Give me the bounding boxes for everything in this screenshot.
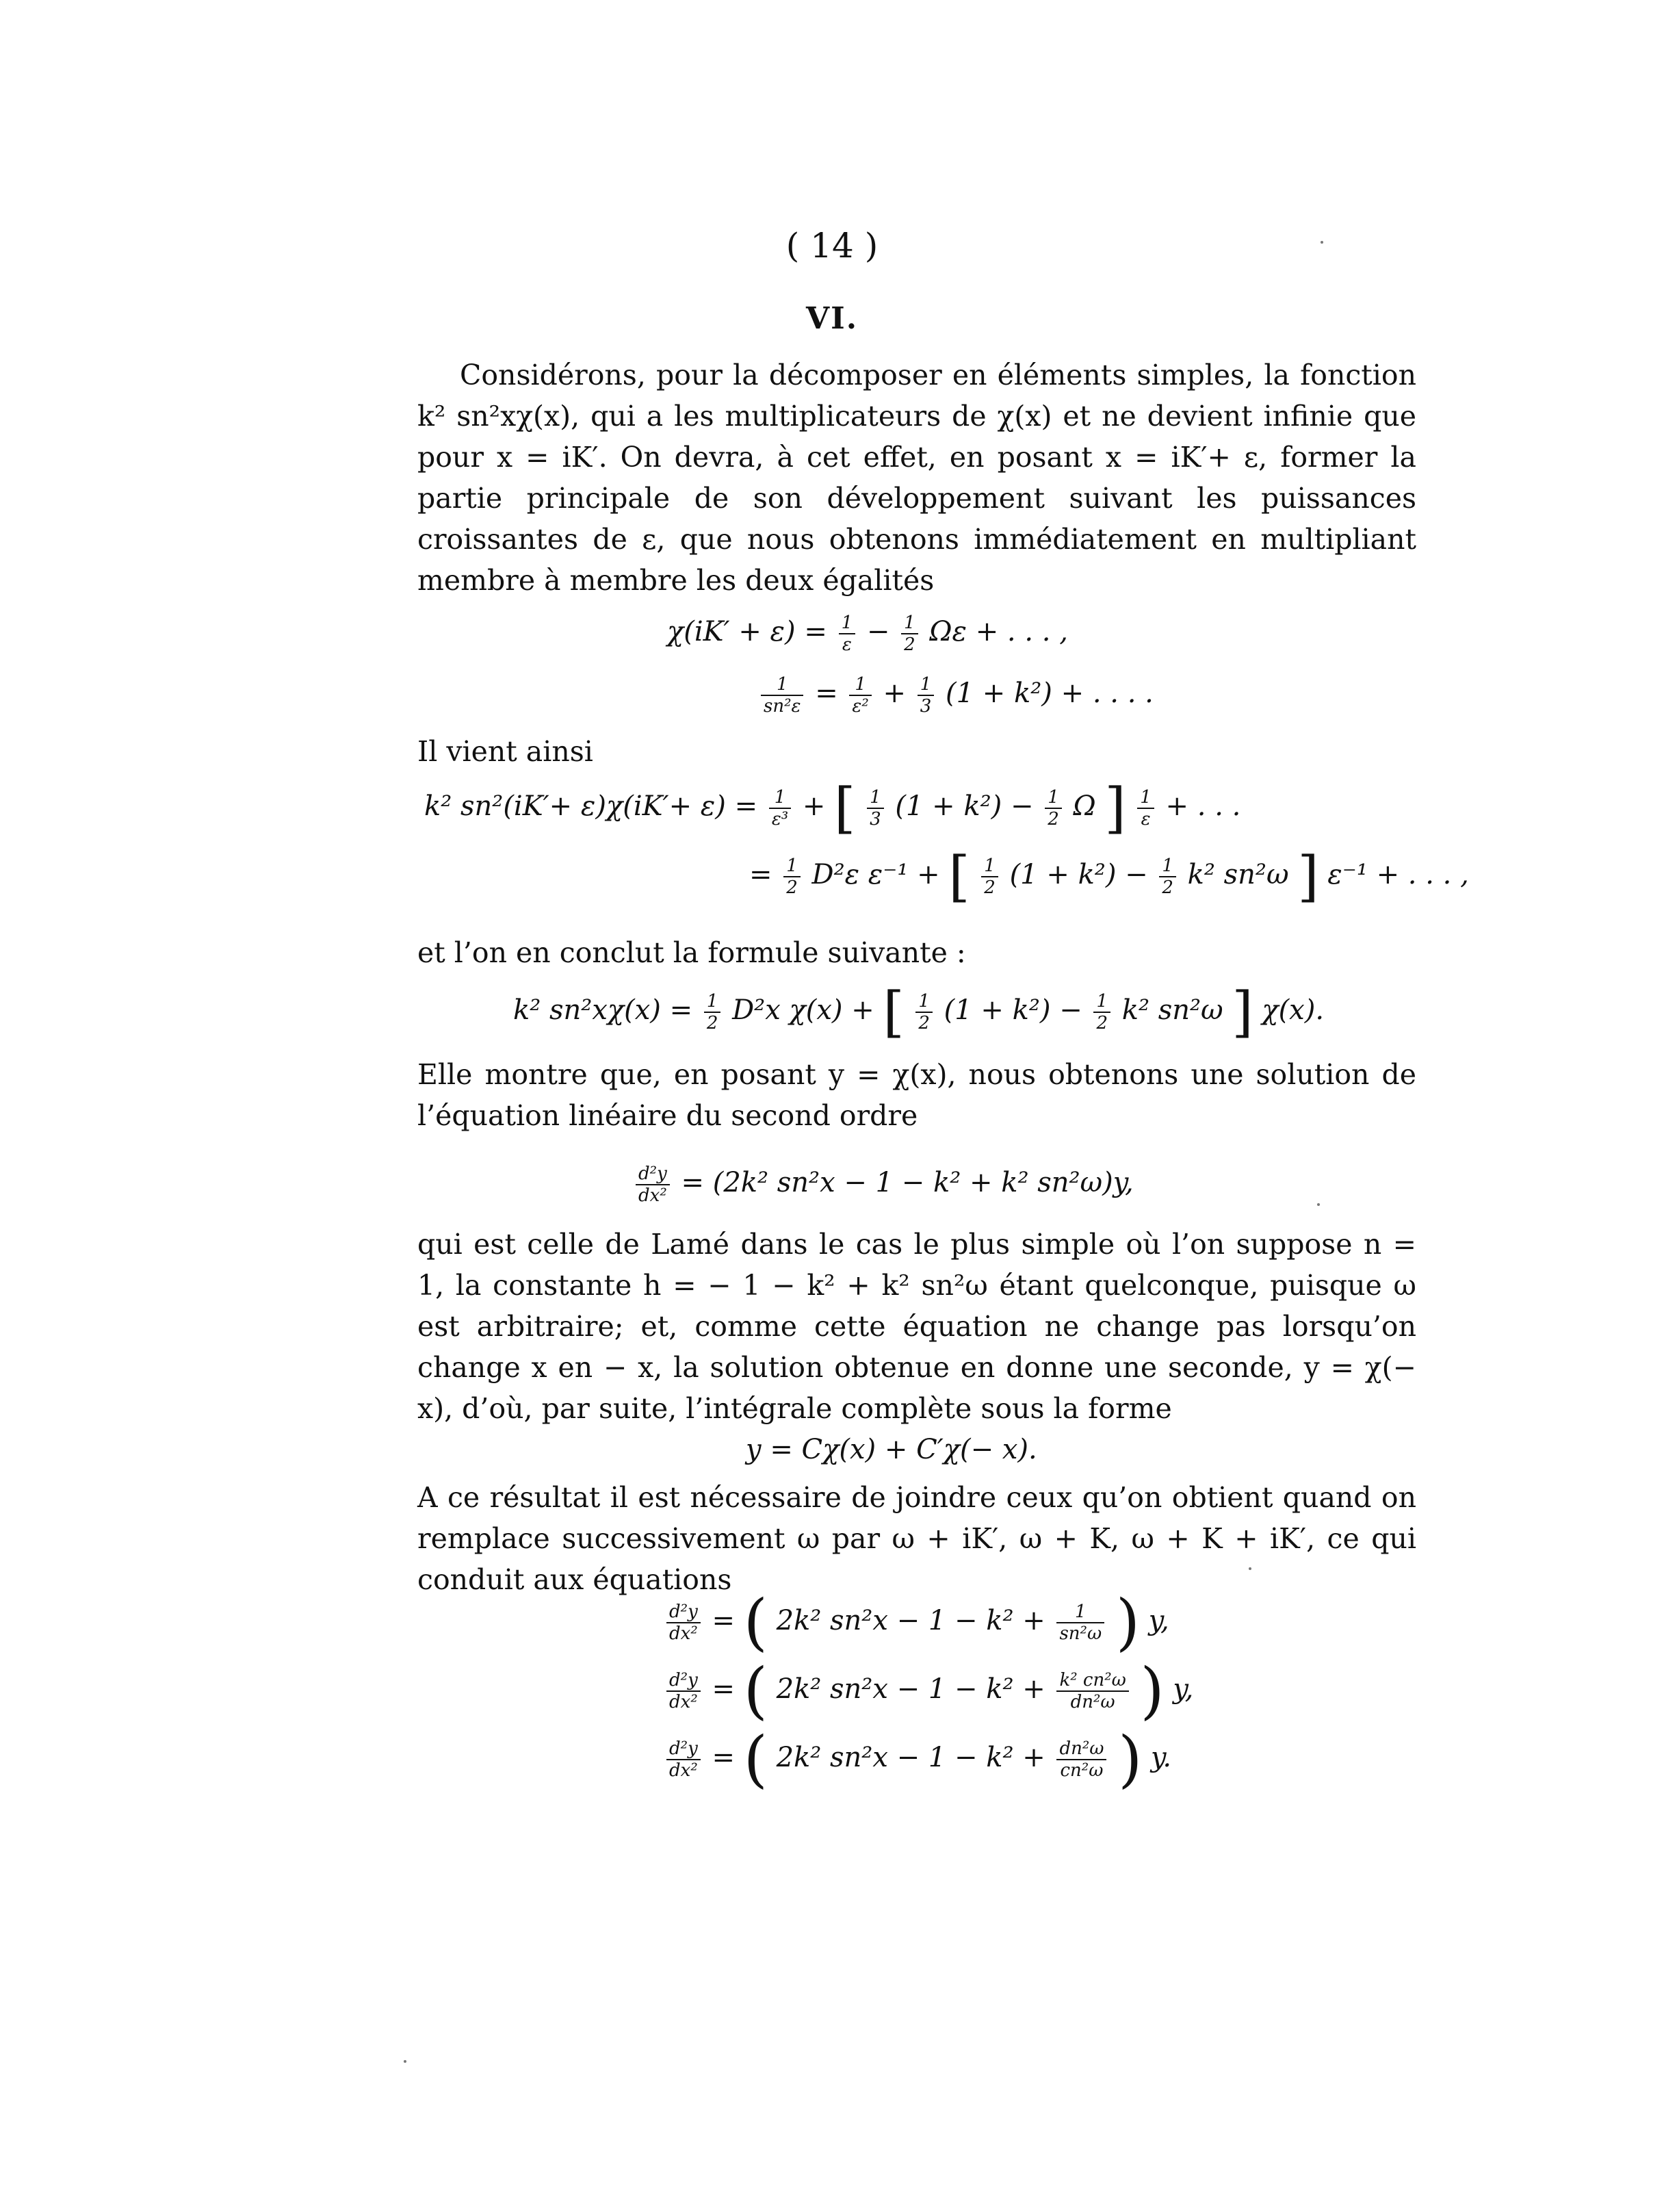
eq6-frac-lhs: $\frac{\text{d²y}}{\text{dx²}}$ (636, 1163, 670, 1206)
paragraph-intro: Considérons, pour la décomposer en éléments simples, la fonction k² sn²xχ(x), qui a les multiplicateurs de χ(x) et ne devient infinie que pour x = iK′. On devra, à cet effet, en posant x = iK′+ ε, former la partie principale de son développement suivant les puissances croissantes de ε, que nous obtenons immédiatement en multipliant membre à membre les deux égalités (417, 359, 1416, 597)
eq5-tail: χ(x). (1262, 994, 1325, 1026)
eq1-frac-a: $\frac{1}{\varepsilon}$ (839, 613, 856, 655)
scan-speck (1317, 1203, 1320, 1206)
eq3-frac-a: $\frac{1}{\text{ε³}}$ (769, 787, 791, 830)
eq9-close-paren: ) (1140, 1655, 1165, 1727)
eq3-in1-rest: (1 + k²) − (895, 790, 1034, 822)
eq1-frac-b: $\frac{1}{2}$ (901, 613, 918, 655)
eq3-in2-rest: Ω (1073, 790, 1096, 822)
eq4-frac-a: $\frac{1}{2}$ (783, 856, 801, 898)
eq10-frac-lhs: $\frac{\text{d²y}}{\text{dx²}}$ (666, 1738, 701, 1781)
eq5-lhs: k² sn²xχ(x) = (513, 994, 693, 1026)
eq9-frac-rhs: $\frac{\text{k² cn²ω}}{\text{dn²ω}}$ (1056, 1670, 1128, 1712)
eq3-frac-in1: $\frac{1}{3}$ (867, 787, 884, 830)
eq5-mid: D²x χ(x) + (732, 994, 874, 1026)
section-heading: VI. (805, 301, 859, 336)
equation-integrale: y = Cχ(x) + C′χ(− x). (746, 1434, 1037, 1465)
eq4-frac-in1: $\frac{1}{2}$ (981, 856, 998, 898)
equation-chi-expansion (667, 613, 1068, 655)
eq10-equals: = (712, 1742, 735, 1773)
eq5-frac-in2: $\frac{1}{2}$ (1093, 991, 1110, 1033)
eq4-close-bracket: ] (1297, 845, 1319, 908)
eq4-equals: = (749, 859, 772, 890)
eq5-frac-in1: $\frac{1}{2}$ (915, 991, 933, 1033)
eq2-rest: (1 + k²) + . . . . (946, 678, 1154, 709)
eq9-body: 2k² sn²x − 1 − k² + (776, 1673, 1045, 1705)
eq8-frac-lhs: $\frac{\text{d²y}}{\text{dx²}}$ (666, 1602, 701, 1644)
scan-speck (1321, 241, 1323, 244)
eq3-frac-t: $\frac{1}{\varepsilon}$ (1137, 787, 1154, 830)
eq2-frac-a: $\frac{1}{\text{ε²}}$ (849, 674, 871, 717)
page-number: ( 14 ) (785, 226, 879, 266)
equation-lame (633, 1163, 1134, 1206)
eq1-minus: − (866, 616, 890, 647)
equation-system-1 (664, 1586, 1169, 1658)
eq10-frac-rhs: $\frac{\text{dn²ω}}{\text{cn²ω}}$ (1056, 1738, 1106, 1781)
eq10-close-paren: ) (1118, 1723, 1143, 1795)
eq5-open-bracket: [ (883, 980, 905, 1044)
equation-product-expansion (424, 776, 1241, 840)
eq2-frac-lhs: $\frac{1}{\text{sn²ε}}$ (761, 674, 803, 717)
equation-sn-expansion (758, 674, 1154, 717)
eq1-lhs: χ(iK′ + ε) = (667, 616, 827, 647)
eq3-tail: + . . . (1165, 790, 1241, 822)
eq1-rest: Ωε + . . . , (929, 616, 1068, 647)
scan-speck (404, 2060, 406, 2063)
eq3-open-bracket: [ (834, 776, 856, 840)
eq9-equals: = (712, 1673, 735, 1705)
paragraph-il-vient: Il vient ainsi (417, 735, 593, 768)
equation-system-2 (664, 1655, 1194, 1727)
eq4-in2-rest: k² sn²ω (1187, 859, 1289, 890)
eq8-open-paren: ( (743, 1586, 768, 1658)
eq8-equals: = (712, 1605, 735, 1636)
paragraph-conclut: et l’on en conclut la formule suivante : (417, 936, 966, 969)
eq5-in2-rest: k² sn²ω (1121, 994, 1223, 1026)
scan-speck (1249, 1567, 1251, 1570)
paragraph-lame: qui est celle de Lamé dans le cas le plus simple où l’on suppose n = 1, la constante h = − 1 − k² + k² sn²ω étant quelconque, puisque ω est arbitraire; et, comme cette équation ne change pas lorsqu’on change x en − x, la solution obtenue en donne une seconde, y = χ(− x), d’où, par suite, l’intégrale complète sous la forme (417, 1228, 1416, 1425)
eq8-body: 2k² sn²x − 1 − k² + (776, 1605, 1045, 1636)
eq4-in1-rest: (1 + k²) − (1009, 859, 1148, 890)
eq4-tail: ε⁻¹ + . . . , (1327, 859, 1469, 890)
eq3-frac-in2: $\frac{1}{2}$ (1045, 787, 1062, 830)
paragraph-elle-montre: Elle montre que, en posant y = χ(x), nous obtenons une solution de l’équation linéaire du second ordre (417, 1058, 1416, 1132)
eq8-close-paren: ) (1115, 1586, 1141, 1658)
eq9-frac-lhs: $\frac{\text{d²y}}{\text{dx²}}$ (666, 1670, 701, 1712)
eq6-rhs: = (2k² sn²x − 1 − k² + k² sn²ω)y, (681, 1167, 1134, 1198)
eq9-tail: y, (1173, 1673, 1194, 1705)
eq3-close-bracket: ] (1104, 776, 1126, 840)
equation-product-expansion-2 (749, 845, 1469, 908)
eq5-frac-a: $\frac{1}{2}$ (704, 991, 721, 1033)
equation-formula (513, 980, 1325, 1044)
eq5-in1-rest: (1 + k²) − (944, 994, 1082, 1026)
eq8-frac-rhs: $\frac{1}{\text{sn²ω}}$ (1056, 1602, 1104, 1644)
eq8-tail: y, (1148, 1605, 1169, 1636)
eq3-plus: + (802, 790, 826, 822)
eq2-equals: = (815, 678, 838, 709)
eq10-tail: y. (1151, 1742, 1172, 1773)
eq9-open-paren: ( (743, 1655, 768, 1727)
eq3-lhs: k² sn²(iK′+ ε)χ(iK′+ ε) = (424, 790, 758, 822)
eq4-frac-in2: $\frac{1}{2}$ (1159, 856, 1176, 898)
eq5-close-bracket: ] (1232, 980, 1253, 1044)
paragraph-resultat: A ce résultat il est nécessaire de joindre ceux qu’on obtient quand on remplace successivement ω par ω + iK′, ω + K, ω + K + iK′, ce qui conduit aux équations (417, 1481, 1416, 1596)
eq2-frac-b: $\frac{1}{3}$ (918, 674, 935, 717)
equation-system-3 (664, 1723, 1172, 1795)
eq2-plus: + (883, 678, 907, 709)
eq4-mid: D²ε ε⁻¹ + (811, 859, 940, 890)
eq10-body: 2k² sn²x − 1 − k² + (776, 1742, 1045, 1773)
eq10-open-paren: ( (743, 1723, 768, 1795)
eq4-open-bracket: [ (948, 845, 970, 908)
